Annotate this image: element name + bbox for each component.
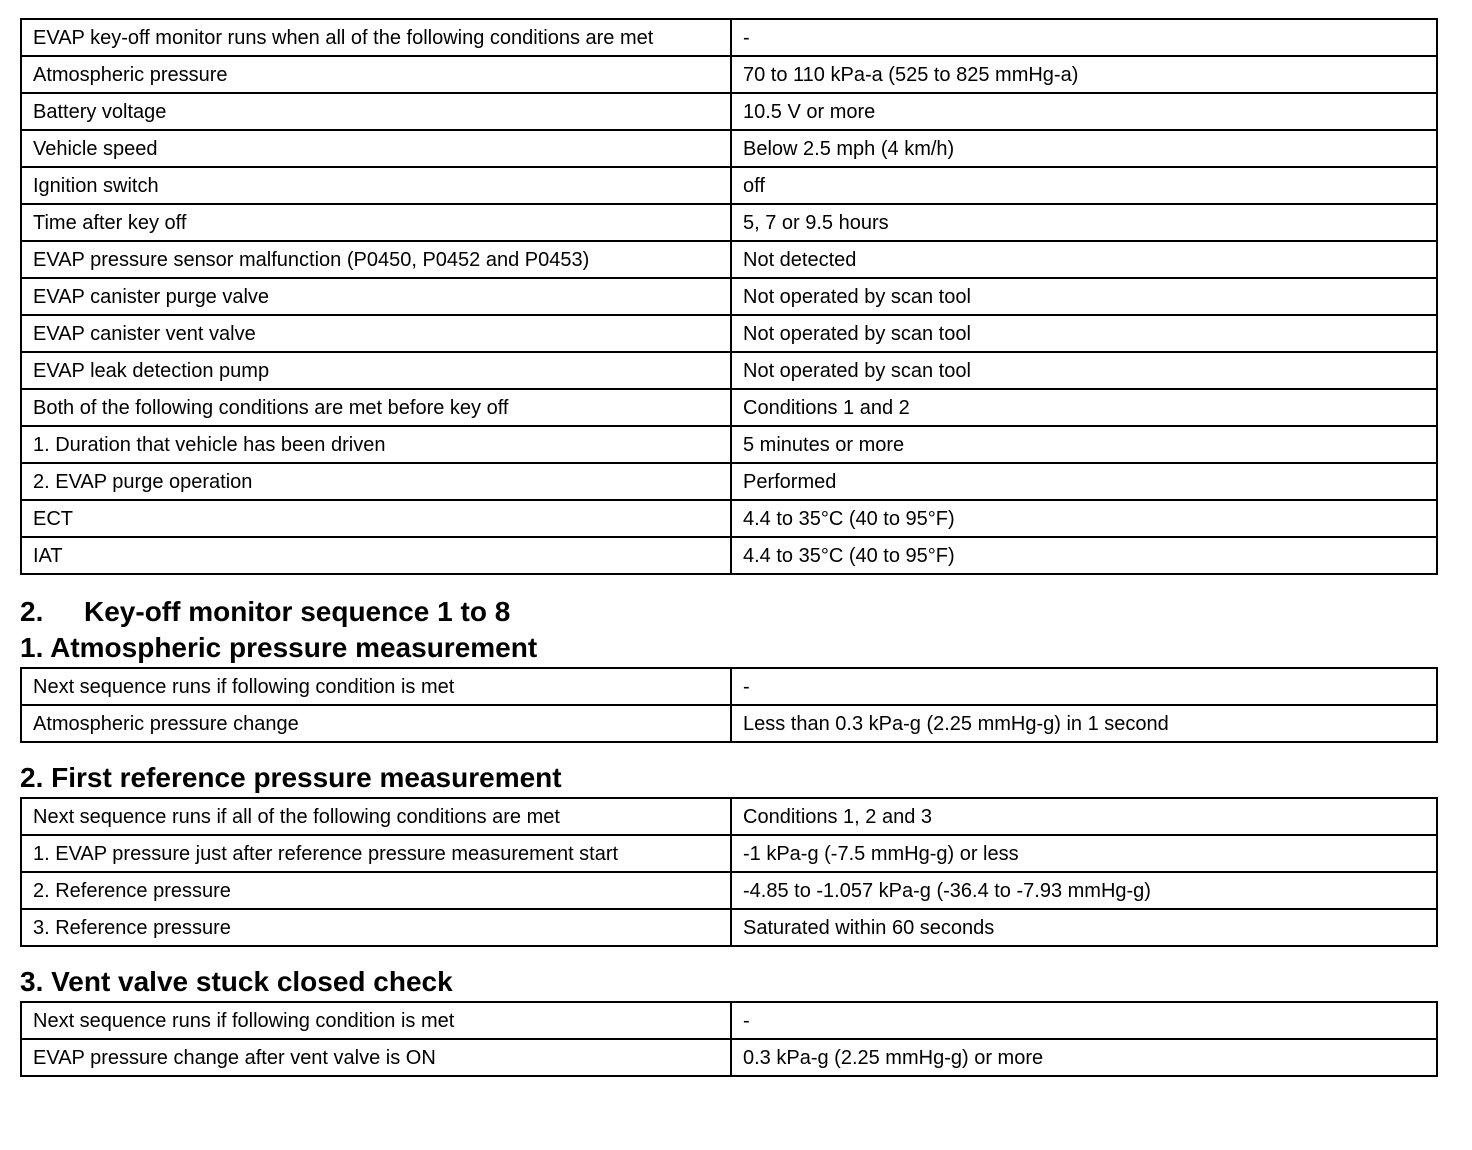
table-row [21, 278, 1437, 315]
subsection-heading: 2. First reference pressure measurement [20, 762, 562, 793]
condition-cell: 3. Reference pressure [21, 909, 731, 946]
value-cell: off [731, 167, 1437, 204]
atmospheric-pressure-table [20, 667, 1438, 743]
value-cell: -4.85 to -1.057 kPa-g (-36.4 to -7.93 mmHg-g) [731, 872, 1437, 909]
value-cell: Conditions 1, 2 and 3 [731, 798, 1437, 835]
table-row [21, 1002, 1437, 1039]
table-row [21, 909, 1437, 946]
table-row [21, 426, 1437, 463]
condition-cell: IAT [21, 537, 731, 574]
table-row [21, 130, 1437, 167]
conditions-table [20, 18, 1438, 575]
condition-cell: 1. EVAP pressure just after reference pressure measurement start [21, 835, 731, 872]
condition-cell: EVAP key-off monitor runs when all of the following conditions are met [21, 19, 731, 56]
condition-cell: Next sequence runs if all of the following conditions are met [21, 798, 731, 835]
condition-cell: Next sequence runs if following condition is met [21, 1002, 731, 1039]
value-cell: 5, 7 or 9.5 hours [731, 204, 1437, 241]
table-row [21, 204, 1437, 241]
condition-cell: 2. Reference pressure [21, 872, 731, 909]
value-cell: 4.4 to 35°C (40 to 95°F) [731, 500, 1437, 537]
section-heading [20, 595, 1438, 631]
table-row [21, 352, 1437, 389]
value-cell: Conditions 1 and 2 [731, 389, 1437, 426]
table-row [21, 315, 1437, 352]
condition-cell: 2. EVAP purge operation [21, 463, 731, 500]
value-cell: Not detected [731, 241, 1437, 278]
condition-cell: EVAP canister vent valve [21, 315, 731, 352]
condition-cell: EVAP pressure change after vent valve is ON [21, 1039, 731, 1076]
condition-cell: ECT [21, 500, 731, 537]
value-cell: 70 to 110 kPa-a (525 to 825 mmHg-a) [731, 56, 1437, 93]
condition-cell: Both of the following conditions are met before key off [21, 389, 731, 426]
table-row [21, 705, 1437, 742]
condition-cell: EVAP canister purge valve [21, 278, 731, 315]
value-cell: Performed [731, 463, 1437, 500]
value-cell: Less than 0.3 kPa-g (2.25 mmHg-g) in 1 second [731, 705, 1437, 742]
condition-cell: Battery voltage [21, 93, 731, 130]
value-cell: Saturated within 60 seconds [731, 909, 1437, 946]
table-row [21, 798, 1437, 835]
table-row [21, 500, 1437, 537]
table-row [21, 241, 1437, 278]
document-page [20, 18, 1438, 1077]
value-cell: -1 kPa-g (-7.5 mmHg-g) or less [731, 835, 1437, 872]
table-row [21, 668, 1437, 705]
section-number: 2. [20, 596, 44, 627]
value-cell: Not operated by scan tool [731, 315, 1437, 352]
value-cell: - [731, 668, 1437, 705]
vent-valve-table [20, 1001, 1438, 1077]
table-row [21, 537, 1437, 574]
condition-cell: Atmospheric pressure change [21, 705, 731, 742]
condition-cell: Next sequence runs if following condition is met [21, 668, 731, 705]
table-row [21, 56, 1437, 93]
value-cell: Below 2.5 mph (4 km/h) [731, 130, 1437, 167]
condition-cell: EVAP leak detection pump [21, 352, 731, 389]
table-row [21, 835, 1437, 872]
condition-cell: Ignition switch [21, 167, 731, 204]
subsection-heading: 3. Vent valve stuck closed check [20, 966, 453, 997]
condition-cell: Atmospheric pressure [21, 56, 731, 93]
subsection-heading: 1. Atmospheric pressure measurement [20, 632, 538, 663]
value-cell: - [731, 19, 1437, 56]
value-cell: - [731, 1002, 1437, 1039]
value-cell: 10.5 V or more [731, 93, 1437, 130]
table-row [21, 389, 1437, 426]
table-row [21, 463, 1437, 500]
value-cell: Not operated by scan tool [731, 352, 1437, 389]
value-cell: Not operated by scan tool [731, 278, 1437, 315]
table-row [21, 167, 1437, 204]
section-title: Key-off monitor sequence 1 to 8 [84, 596, 511, 627]
table-row [21, 872, 1437, 909]
value-cell: 5 minutes or more [731, 426, 1437, 463]
reference-pressure-table [20, 797, 1438, 947]
condition-cell: 1. Duration that vehicle has been driven [21, 426, 731, 463]
table-row [21, 1039, 1437, 1076]
table-row [21, 19, 1437, 56]
condition-cell: Time after key off [21, 204, 731, 241]
condition-cell: Vehicle speed [21, 130, 731, 167]
value-cell: 4.4 to 35°C (40 to 95°F) [731, 537, 1437, 574]
table-row [21, 93, 1437, 130]
value-cell: 0.3 kPa-g (2.25 mmHg-g) or more [731, 1039, 1437, 1076]
condition-cell: EVAP pressure sensor malfunction (P0450, P0452 and P0453) [21, 241, 731, 278]
